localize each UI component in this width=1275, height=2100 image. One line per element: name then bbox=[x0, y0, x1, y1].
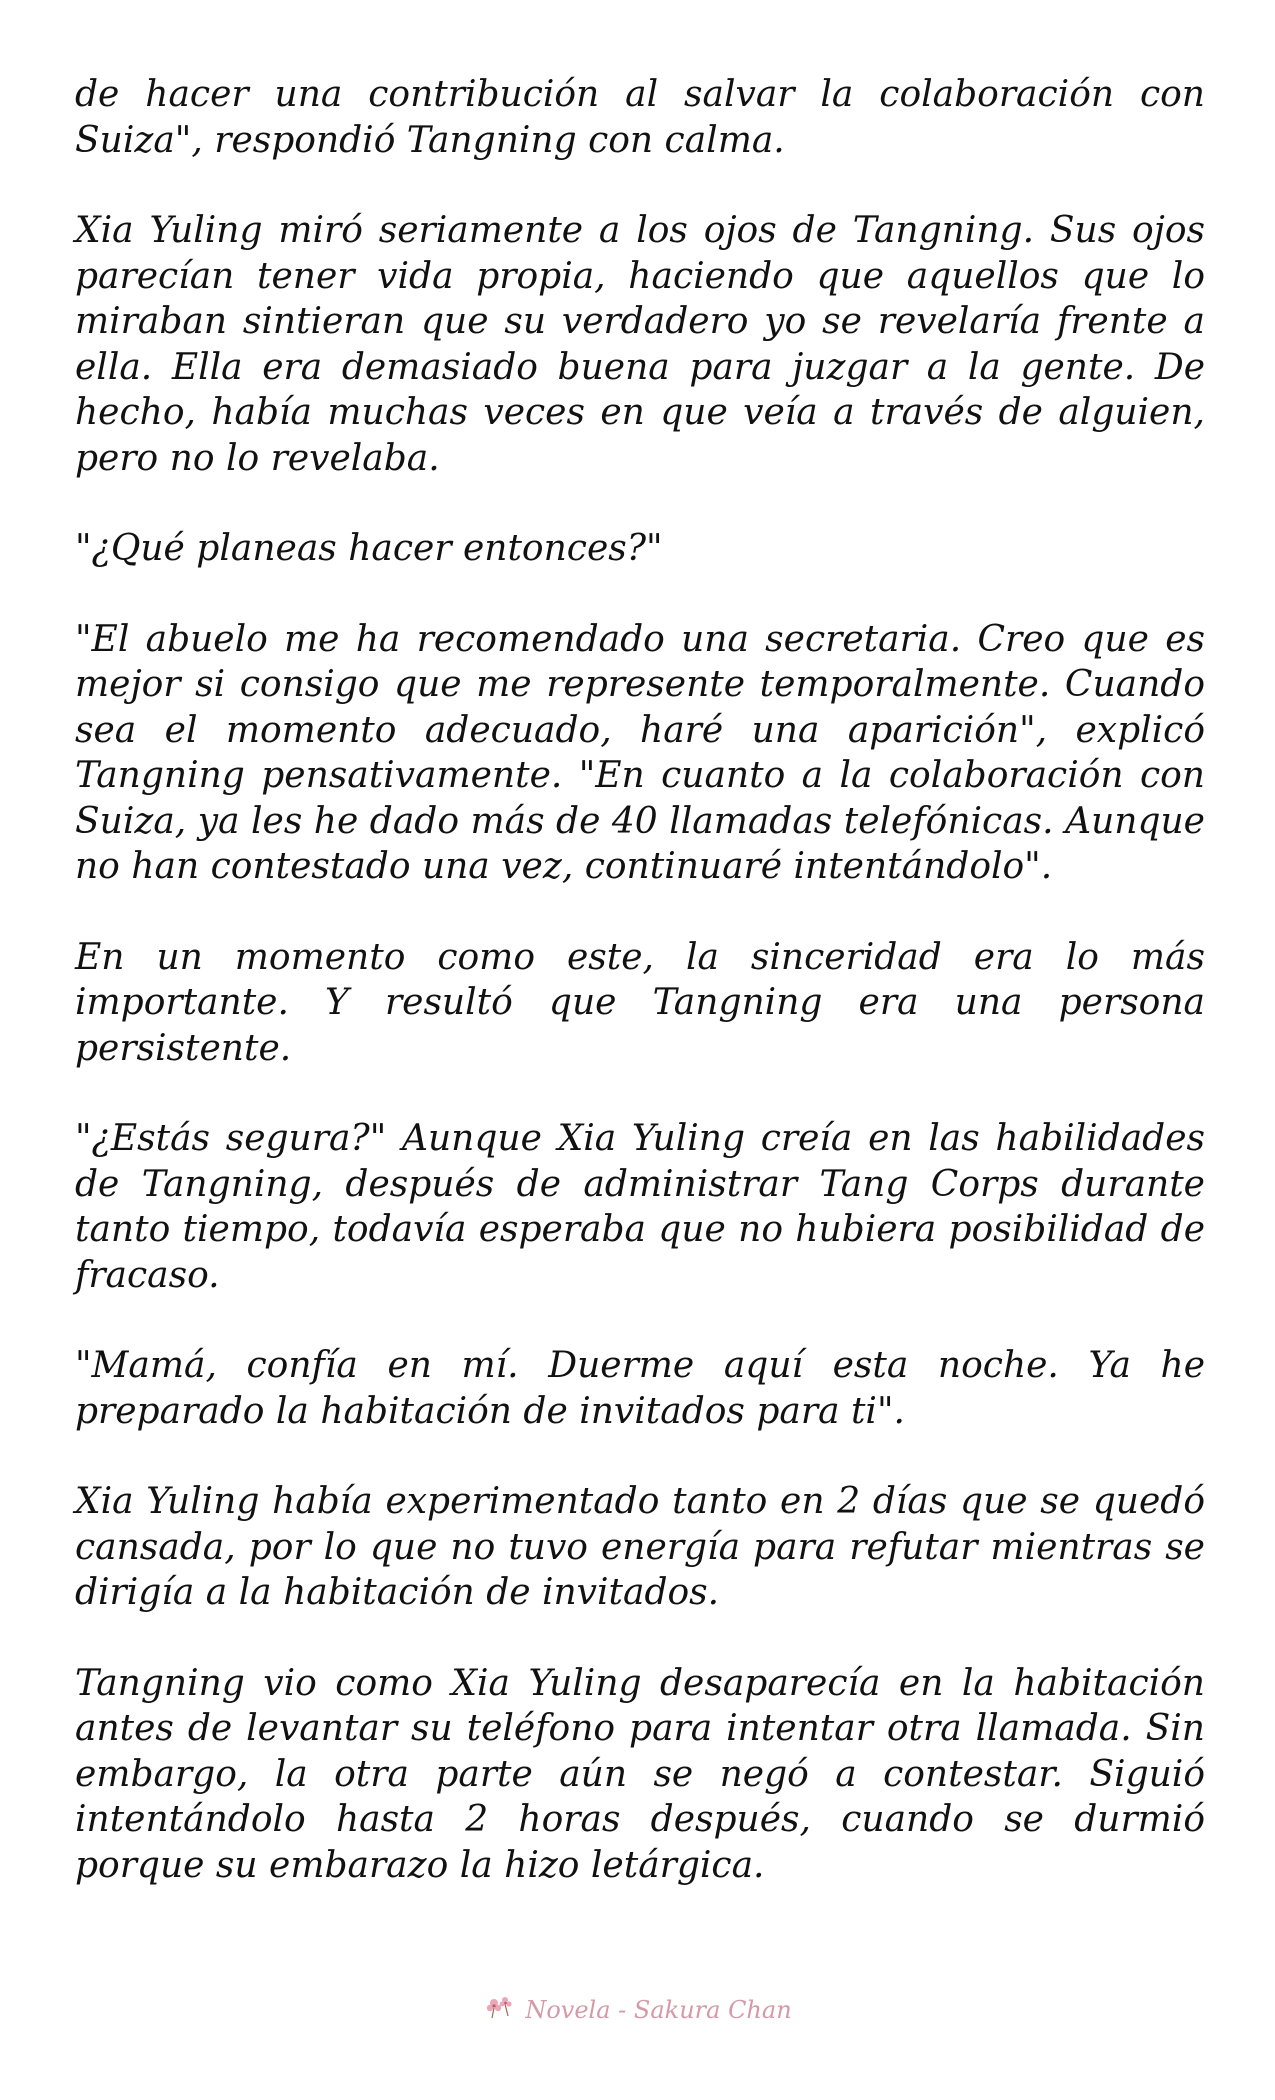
paragraph-5: En un momento como este, la sinceridad era lo más importante. Y resultó que Tangning era una persona persistente. bbox=[75, 936, 1205, 1069]
paragraph-2: Xia Yuling miró seriamente a los ojos de Tangning. Sus ojos parecían tener vida propia, haciendo que aquellos que lo miraban sintieran que su verdadero yo se revelaría frente a ella. Ella era demasiado buena para juzgar a la gente. De hecho, había muchas veces en que veía a través de alguien, pero no lo revelaba. bbox=[75, 210, 1205, 479]
footer-text: Novela - Sakura Chan bbox=[525, 1996, 792, 2024]
paragraph-4: "El abuelo me ha recomendado una secretaria. Creo que es mejor si consigo que me represente temporalmente. Cuando sea el momento adecuado, haré una aparición", explicó Tangning pensativamente. "En cuanto a la colaboración con Suiza, ya les he dado más de 40 llamadas telefónicas. Aunque no han contestado una vez, continuaré intentándolo". bbox=[75, 618, 1205, 887]
document-body bbox=[75, 72, 1205, 1933]
paragraph-6: "¿Estás segura?" Aunque Xia Yuling creía en las habilidades de Tangning, después de administrar Tang Corps durante tanto tiempo, todavía esperaba que no hubiera posibilidad de fracaso. bbox=[75, 1118, 1205, 1296]
paragraph-8: Xia Yuling había experimentado tanto en 2 días que se quedó cansada, por lo que no tuvo energía para refutar mientras se dirigía a la habitación de invitados. bbox=[75, 1481, 1205, 1613]
paragraph-3: "¿Qué planeas hacer entonces?" bbox=[75, 528, 663, 569]
footer-watermark bbox=[0, 1994, 1275, 2024]
sakura-flower-icon bbox=[483, 1994, 517, 2022]
paragraph-1: de hacer una contribución al salvar la colaboración con Suiza", respondió Tangning con calma. bbox=[75, 74, 1205, 161]
paragraph-7: "Mamá, confía en mí. Duerme aquí esta noche. Ya he preparado la habitación de invitados para ti". bbox=[75, 1345, 1205, 1432]
paragraph-9: Tangning vio como Xia Yuling desaparecía en la habitación antes de levantar su teléfono para intentar otra llamada. Sin embargo, la otra parte aún se negó a contestar. Siguió intentándolo hasta 2 horas después, cuando se durmió porque su embarazo la hizo letárgica. bbox=[75, 1662, 1205, 1886]
